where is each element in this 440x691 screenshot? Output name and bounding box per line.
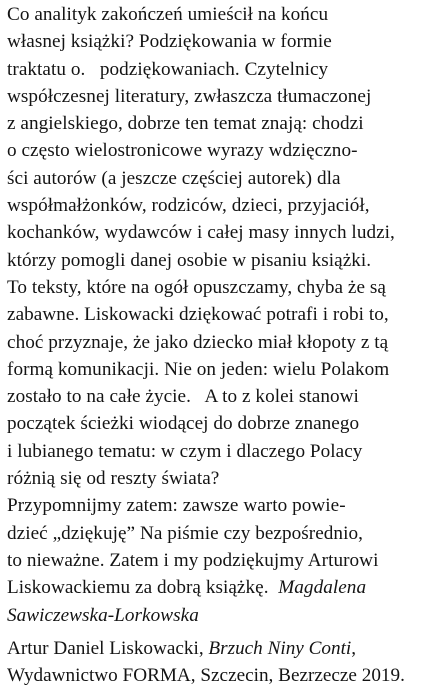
book-title: Brzuch Niny Conti [208,638,352,659]
citation-line-1 [7,635,439,662]
text-line-signature-start [7,574,437,601]
text-line: o często wielostronicowe wyrazy wdzięczno- [7,140,358,162]
text-line: współczesnej literatury, zwłaszcza tłumaczonej [7,85,372,107]
book-citation [7,635,439,690]
text-line: początek ścieżki wiodącej do dobrze znanego [7,413,360,435]
text-line: choć przyznaje, że jako dziecko miał kłopoty z tą [7,331,389,353]
text-line: dzieć „dziękuję” Na piśmie czy bezpośrednio, [7,522,363,544]
text-line: którzy pomogli danej osobie w pisaniu książki. [7,249,372,271]
book-publisher: Wydawnictwo FORMA, Szczecin, Bezrzecze 2019. [7,665,405,687]
review-text [7,1,437,629]
text-line: kochanków, wydawców i całej masy innych ludzi, [7,222,395,244]
text-line: traktatu o. podziękowaniach. Czytelnicy [7,58,329,80]
text-line: zabawne. Liskowacki dziękować potrafi i robi to, [7,304,389,326]
text-line: własnej książki? Podziękowania w formie [7,31,332,53]
text-line: i lubianego tematu: w czym i dlaczego Polacy [7,440,363,462]
author-first-name: Magdalena [278,577,367,599]
closing-sentence: Liskowackiemu za dobrą książkę. [7,577,269,599]
text-line: ści autorów (a jeszcze częściej autorek) dla [7,167,341,189]
text-line: różnią się od reszty świata? [7,468,220,490]
text-line: z angielskiego, dobrze ten temat znają: chodzi [7,113,364,135]
text-line: formą komunikacji. Nie on jeden: wielu Polakom [7,358,390,380]
book-author: Artur Daniel Liskowacki, [7,638,204,659]
title-suffix: , [351,638,357,659]
text-line: zostało to na całe życie. A to z kolei stanowi [7,386,359,408]
text-line: Przypomnijmy zatem: zawsze warto powie- [7,495,346,517]
text-line: To teksty, które na ogół opuszczamy, chyba że są [7,276,386,298]
author-last-name: Sawiczewska-Lorkowska [7,604,199,626]
text-line: to nieważne. Zatem i my podziękujmy Arturowi [7,549,379,571]
text-line: Co analityk zakończeń umieścił na końcu [7,4,329,25]
text-line: współmałżonków, rodziców, dzieci, przyjaciół, [7,195,370,217]
